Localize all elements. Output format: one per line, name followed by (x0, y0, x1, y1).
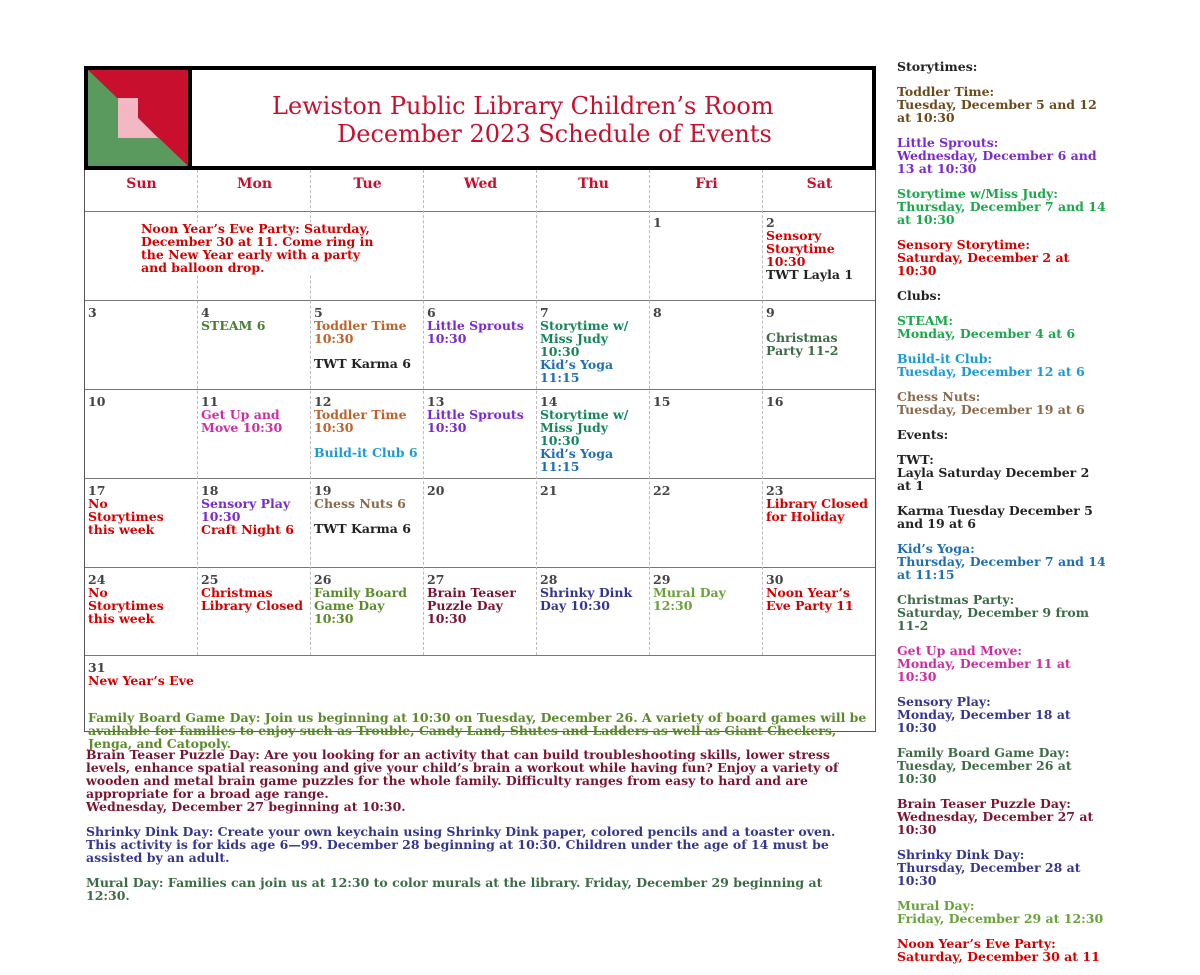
brain-teaser-description: Brain Teaser Puzzle Day: Are you looking for an activity that can build troubleshooting skills, lower stress levels, enhance spatial reasoning and give your child’s brain a workout while having fun? Enjoy a variety of wooden and metal brain game puzzles for the whole family. Difficulty ranges from easy to hard and are appropriate for a broad age range. (86, 747, 839, 801)
day-cell-17 (85, 481, 196, 536)
item-title: Noon Year’s Eve Party: (897, 936, 1056, 951)
event-chess-nuts: Chess Nuts 6 (314, 496, 406, 511)
date-15: 15 (653, 394, 671, 409)
event-library-closed: Library Closed for Holiday (766, 496, 868, 524)
row-divider (85, 211, 875, 212)
day-cell-6 (424, 303, 535, 345)
item-detail: Monday, December 18 at 10:30 (897, 707, 1071, 735)
sidebar-storytime-judy (897, 187, 1107, 226)
sidebar-little-sprouts (897, 136, 1107, 175)
sidebar-summary (897, 60, 1107, 975)
sidebar-get-up-move (897, 644, 1107, 683)
day-cell-9 (763, 303, 874, 357)
day-cell-28 (537, 570, 648, 612)
day-header-tue: Tue (353, 176, 382, 192)
item-title: Brain Teaser Puzzle Day: (897, 796, 1071, 811)
item-detail: Thursday, December 7 and 14 at 10:30 (897, 199, 1106, 227)
event-twt-karma: TWT Karma 6 (314, 521, 411, 536)
event-get-up-move: Get Up and Move 10:30 (201, 407, 283, 435)
event-kids-yoga: Kid’s Yoga 11:15 (540, 446, 614, 474)
mural-day-description: Mural Day: Families can join us at 12:30 to color murals at the library. Friday, December 29 beginning at 12:30. (86, 875, 823, 903)
item-detail: Friday, December 29 at 12:30 (897, 911, 1104, 926)
sidebar-brain-teaser (897, 797, 1107, 836)
quilt-logo (88, 70, 192, 166)
title-line-1: Lewiston Public Library Children’s Room (272, 92, 774, 120)
event-build-it-club: Build-it Club 6 (314, 445, 418, 460)
item-detail: Tuesday, December 5 and 12 at 10:30 (897, 97, 1097, 125)
event-kids-yoga: Kid’s Yoga 11:15 (540, 357, 614, 385)
day-cell-14 (537, 392, 648, 473)
date-number: 25 (201, 572, 219, 587)
date-number: 19 (314, 483, 332, 498)
event-little-sprouts: Little Sprouts 10:30 (427, 318, 524, 346)
family-board-game-note: Family Board Game Day: Join us beginning at 10:30 on Tuesday, December 26. A variety of board games will be available for families to enjoy such as Trouble, Candy Land, Shutes and Ladders as well as Giant Checkers, Jenga, and Catopoly. (88, 710, 867, 751)
event-no-storytimes: No Storytimes this week (88, 585, 164, 626)
day-cell-5 (311, 303, 422, 370)
sidebar-chess-nuts (897, 390, 1107, 416)
date-number: 17 (88, 483, 106, 498)
day-cell-31 (85, 658, 196, 687)
date-number: 9 (766, 305, 775, 320)
item-detail: Layla Saturday December 2 at 1 (897, 465, 1090, 493)
item-title: Kid’s Yoga: (897, 541, 975, 556)
item-title: Get Up and Move: (897, 643, 1023, 658)
day-cell-30 (763, 570, 874, 612)
day-cell-29 (650, 570, 761, 612)
event-craft-night: Craft Night 6 (201, 522, 294, 537)
event-mural-day: Mural Day 12:30 (653, 585, 726, 613)
day-cell-18 (198, 481, 309, 536)
item-detail: Monday, December 11 at 10:30 (897, 656, 1071, 684)
item-detail: Saturday, December 9 from 11-2 (897, 605, 1089, 633)
item-title: TWT: (897, 452, 934, 467)
row-divider (85, 300, 875, 301)
events-heading: Events: (897, 427, 949, 442)
event-family-board-game: Family Board Game Day 10:30 (314, 585, 407, 626)
date-number: 7 (540, 305, 549, 320)
date-number: 6 (427, 305, 436, 320)
item-title: Chess Nuts: (897, 389, 981, 404)
date-number: 11 (201, 394, 219, 409)
event-twt-layla: TWT Layla 1 (766, 267, 854, 282)
row-divider (85, 389, 875, 390)
item-detail: Wednesday, December 27 at 10:30 (897, 809, 1094, 837)
sidebar-steam (897, 314, 1107, 340)
item-detail: Thursday, December 28 at 10:30 (897, 860, 1081, 888)
date-number: 18 (201, 483, 219, 498)
sidebar-family-board-game (897, 746, 1107, 785)
date-number: 4 (201, 305, 210, 320)
title-frame (84, 66, 876, 170)
item-detail: Wednesday, December 6 and 13 at 10:30 (897, 148, 1097, 176)
date-22: 22 (653, 483, 671, 498)
item-detail: Saturday, December 30 at 11 (897, 949, 1100, 964)
event-little-sprouts: Little Sprouts 10:30 (427, 407, 524, 435)
event-no-storytimes: No Storytimes this week (88, 496, 164, 537)
item-title: STEAM: (897, 313, 954, 328)
date-16: 16 (766, 394, 784, 409)
day-cell-2 (763, 213, 874, 281)
item-title: Sensory Storytime: (897, 237, 1030, 252)
shrinky-dink-description: Shrinky Dink Day: Create your own keychain using Shrinky Dink paper, colored pencils and a toaster oven. This activity is for kids age 6—99. December 28 beginning at 10:30. Children under the age of 14 must be assisted by an adult. (86, 824, 836, 865)
day-cell-27 (424, 570, 535, 625)
date-21: 21 (540, 483, 558, 498)
storytimes-heading: Storytimes: (897, 59, 978, 74)
date-1: 1 (653, 215, 662, 230)
item-title: Toddler Time: (897, 84, 995, 99)
event-brain-teaser: Brain Teaser Puzzle Day 10:30 (427, 585, 516, 626)
row-divider (85, 478, 875, 479)
item-detail: Tuesday, December 12 at 6 (897, 364, 1085, 379)
item-title: Sensory Play: (897, 694, 991, 709)
day-header-sun: Sun (126, 176, 157, 192)
day-header-fri: Fri (695, 176, 718, 192)
item-title: Little Sprouts: (897, 135, 999, 150)
day-header-sat: Sat (806, 176, 833, 192)
day-header-mon: Mon (236, 176, 272, 192)
brain-teaser-date: Wednesday, December 27 beginning at 10:30. (86, 799, 406, 814)
day-cell-25 (198, 570, 309, 612)
calendar-grid (84, 170, 876, 751)
date-number: 13 (427, 394, 445, 409)
day-cell-26 (311, 570, 422, 625)
sidebar-twt (897, 453, 1107, 492)
row-divider (85, 567, 875, 568)
event-sensory-play: Sensory Play 10:30 (201, 496, 291, 524)
event-christmas-party: Christmas Party 11-2 (766, 330, 839, 358)
sidebar-christmas-party (897, 593, 1107, 632)
event-descriptions (86, 748, 866, 902)
event-new-years-eve: New Year’s Eve (88, 673, 194, 688)
sidebar-mural-day (897, 899, 1107, 925)
event-steam: STEAM 6 (201, 318, 266, 333)
day-cell-19 (311, 481, 422, 535)
day-header-wed: Wed (463, 176, 498, 192)
item-title: Storytime w/Miss Judy: (897, 186, 1058, 201)
noon-years-note: Noon Year’s Eve Party: Saturday, December 30 at 11. Come ring in the New Year early with a party and balloon drop. (141, 222, 381, 274)
date-number: 12 (314, 394, 332, 409)
item-title: Christmas Party: (897, 592, 1015, 607)
item-title: Build-it Club: (897, 351, 993, 366)
event-christmas-closed: Christmas Library Closed (201, 585, 303, 613)
sidebar-sensory-play (897, 695, 1107, 734)
event-noon-years-eve: Noon Year’s Eve Party 11 (766, 585, 854, 613)
title-line-2: December 2023 Schedule of Events (337, 120, 772, 148)
day-cell-12 (311, 392, 422, 459)
item-detail: Tuesday, December 26 at 10:30 (897, 758, 1072, 786)
item-detail: Tuesday, December 19 at 6 (897, 402, 1085, 417)
item-title: Mural Day: (897, 898, 975, 913)
date-number: 26 (314, 572, 332, 587)
day-header-thu: Thu (578, 176, 609, 192)
day-cell-23 (763, 481, 874, 523)
event-twt-karma: TWT Karma 6 (314, 356, 411, 371)
page-title (192, 70, 872, 166)
item-title: Shrinky Dink Day: (897, 847, 1025, 862)
sidebar-toddler-time (897, 85, 1107, 124)
day-cell-13 (424, 392, 535, 434)
item-title: Family Board Game Day: (897, 745, 1070, 760)
date-number: 28 (540, 572, 558, 587)
sidebar-sensory-storytime (897, 238, 1107, 277)
date-20: 20 (427, 483, 445, 498)
item-detail: Monday, December 4 at 6 (897, 326, 1076, 341)
date-number: 2 (766, 215, 775, 230)
date-3: 3 (88, 305, 97, 320)
item-detail: Thursday, December 7 and 14 at 11:15 (897, 554, 1106, 582)
event-shrinky-dink: Shrinky Dink Day 10:30 (540, 585, 633, 613)
event-storytime-judy: Storytime w/ Miss Judy 10:30 (540, 407, 629, 448)
sidebar-build-it (897, 352, 1107, 378)
event-toddler-time: Toddler Time 10:30 (314, 318, 407, 346)
date-number: 31 (88, 660, 106, 675)
sidebar-noon-years-eve (897, 937, 1107, 963)
event-toddler-time: Toddler Time 10:30 (314, 407, 407, 435)
date-10: 10 (88, 394, 106, 409)
day-cell-7 (537, 303, 648, 384)
item-detail: Saturday, December 2 at 10:30 (897, 250, 1070, 278)
date-number: 5 (314, 305, 323, 320)
date-number: 24 (88, 572, 106, 587)
day-cell-11 (198, 392, 309, 434)
clubs-heading: Clubs: (897, 288, 942, 303)
date-number: 27 (427, 572, 445, 587)
sidebar-kids-yoga (897, 542, 1107, 581)
date-number: 23 (766, 483, 784, 498)
event-storytime-judy: Storytime w/ Miss Judy 10:30 (540, 318, 629, 359)
row-divider (85, 655, 875, 656)
day-cell-24 (85, 570, 196, 625)
date-number: 14 (540, 394, 558, 409)
date-number: 29 (653, 572, 671, 587)
date-8: 8 (653, 305, 662, 320)
date-number: 30 (766, 572, 784, 587)
event-sensory-storytime: Sensory Storytime 10:30 (766, 228, 835, 269)
day-cell-4 (198, 303, 309, 332)
sidebar-shrinky-dink (897, 848, 1107, 887)
sidebar-karma: Karma Tuesday December 5 and 19 at 6 (897, 503, 1093, 531)
